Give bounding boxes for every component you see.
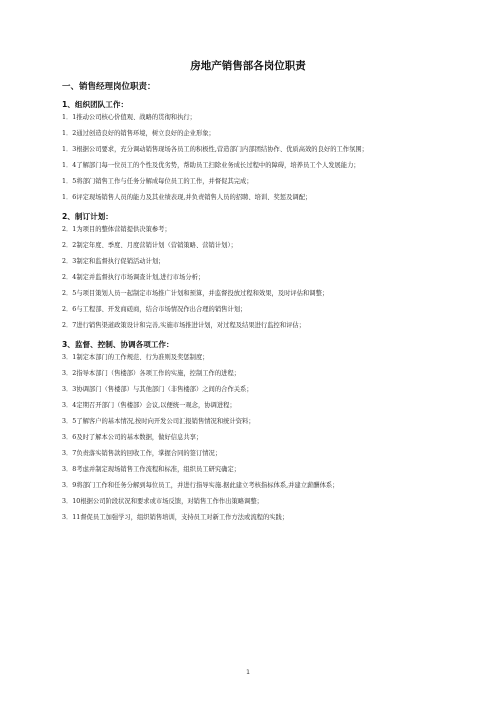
item-number: 2．5 bbox=[62, 290, 77, 297]
list-item bbox=[62, 465, 452, 475]
list-item bbox=[62, 433, 452, 443]
item-text: 推动公司核心价值观、战略的贯彻和执行； bbox=[76, 114, 196, 121]
subsection-heading: 1、组织团队工作： bbox=[62, 100, 129, 109]
subsection-heading: 2、制订计划： bbox=[62, 212, 113, 221]
list-item bbox=[62, 193, 452, 203]
item-text: 制定并监督执行市场调查计划,进行市场分析； bbox=[76, 274, 205, 281]
item-text: 制定年度、季度、月度营销计划（营销策略、营销计划）； bbox=[76, 242, 237, 249]
item-number: 1．6 bbox=[62, 194, 77, 201]
list-item bbox=[62, 401, 452, 411]
item-number: 3．9 bbox=[62, 482, 77, 489]
list-item bbox=[62, 417, 452, 427]
item-text: 评定现场销售人员的能力及其业绩表现,并负责销售人员的招聘、培训、奖惩及调配； bbox=[76, 194, 312, 201]
item-text: 协调部门（售楼部）与其他部门（非售楼部）之间的合作关系； bbox=[76, 386, 253, 393]
section-heading: 一、销售经理岗位职责： bbox=[62, 82, 156, 92]
item-number: 2．3 bbox=[62, 258, 77, 265]
item-number: 3．11 bbox=[62, 514, 81, 521]
item-text: 及时了解本公司的基本数据，做好信息共享； bbox=[76, 434, 203, 441]
item-number: 3．5 bbox=[62, 418, 77, 425]
item-text: 制定本部门的工作规范、行为准则及奖惩制度； bbox=[76, 354, 209, 361]
list-item bbox=[62, 241, 452, 251]
item-text: 制定和监督执行促销活动计划； bbox=[76, 258, 165, 265]
item-text: 与工程部、开发商磋商，结合市场情况作出合理的销售计划； bbox=[76, 306, 247, 313]
list-item bbox=[62, 305, 452, 315]
item-number: 1．1 bbox=[62, 114, 77, 121]
item-number: 2．1 bbox=[62, 226, 77, 233]
item-number: 2．4 bbox=[62, 274, 77, 281]
item-text: 通过创造良好的销售环境，树立良好的企业形象； bbox=[76, 130, 215, 137]
list-item bbox=[62, 385, 452, 395]
item-text: 将部门销售工作与任务分解成每位员工的工作，并督促其完成； bbox=[76, 178, 253, 185]
list-item bbox=[62, 113, 452, 123]
list-item bbox=[62, 161, 452, 171]
list-item bbox=[62, 129, 452, 139]
list-item bbox=[62, 225, 452, 235]
item-text: 了解客户的基本情况,按时向开发公司汇报销售情况和统计资料； bbox=[76, 418, 255, 425]
item-text: 根据公司要求，充分调动销售现场各员工的积极性,营造部门内部团结协作、优质高效的良好的工作氛围； bbox=[76, 146, 368, 153]
list-item bbox=[62, 257, 452, 267]
item-number: 3．4 bbox=[62, 402, 77, 409]
item-number: 2．7 bbox=[62, 322, 77, 329]
list-item bbox=[62, 497, 452, 507]
item-text: 指导本部门（售楼部）各项工作的实施，控制工作的进程； bbox=[76, 370, 241, 377]
item-number: 2．6 bbox=[62, 306, 77, 313]
item-number: 3．6 bbox=[62, 434, 77, 441]
item-number: 3．1 bbox=[62, 354, 77, 361]
list-item bbox=[62, 513, 452, 523]
item-number: 3．7 bbox=[62, 450, 77, 457]
item-text: 将部门工作和任务分解到每位员工，并进行指导实施.据此建立考核指标体系,并建立薪酬体系； bbox=[76, 482, 339, 489]
list-item bbox=[62, 321, 452, 331]
list-item bbox=[62, 449, 452, 459]
subsection-heading: 3、监督、控制、协调各项工作： bbox=[62, 340, 174, 349]
item-text: 根据公司阶段状况和要求或市场反馈，对销售工作作出策略调整； bbox=[80, 498, 263, 505]
item-number: 3．2 bbox=[62, 370, 77, 377]
list-item bbox=[62, 289, 452, 299]
item-number: 3．3 bbox=[62, 386, 77, 393]
list-item bbox=[62, 481, 452, 491]
item-number: 1．3 bbox=[62, 146, 77, 153]
item-number: 1．2 bbox=[62, 130, 77, 137]
list-item bbox=[62, 369, 452, 379]
document-body bbox=[62, 96, 452, 529]
item-number: 2．2 bbox=[62, 242, 77, 249]
item-text: 督促员工加强学习，组织销售培训，支持员工对新工作方法或流程的实践； bbox=[80, 514, 289, 521]
item-text: 负责落实销售款的回收工作，掌握合同的签订情况； bbox=[76, 450, 222, 457]
item-number: 1．4 bbox=[62, 162, 77, 169]
item-number: 1．5 bbox=[62, 178, 77, 185]
item-text: 考虑并制定现场销售工作流程和标准，组织员工研究确定； bbox=[76, 466, 241, 473]
item-text: 为项目的整体营销提供决策参考； bbox=[76, 226, 171, 233]
item-text: 定期召开部门（售楼部）会议,以便统一观念，协调进程； bbox=[76, 402, 236, 409]
item-text: 与项目策划人员一起制定市场推广计划和预算，并监督投放过程和效果，及时评估和调整； bbox=[76, 290, 329, 297]
list-item bbox=[62, 145, 452, 155]
list-item bbox=[62, 353, 452, 363]
document-title: 房地产销售部各岗位职责 bbox=[190, 60, 306, 72]
item-text: 了解部门每一位员工的个性及优劣势，帮助员工扫除业务成长过程中的障碍，培养员工个人发展能力； bbox=[76, 162, 360, 169]
item-number: 3．8 bbox=[62, 466, 77, 473]
list-item bbox=[62, 273, 452, 283]
item-text: 进行销售渠道政策设计和完善,实施市场推进计划，对过程及结果进行监控和评估； bbox=[76, 322, 306, 329]
page-number: 1 bbox=[246, 669, 250, 676]
list-item bbox=[62, 177, 452, 187]
item-number: 3．10 bbox=[62, 498, 81, 505]
